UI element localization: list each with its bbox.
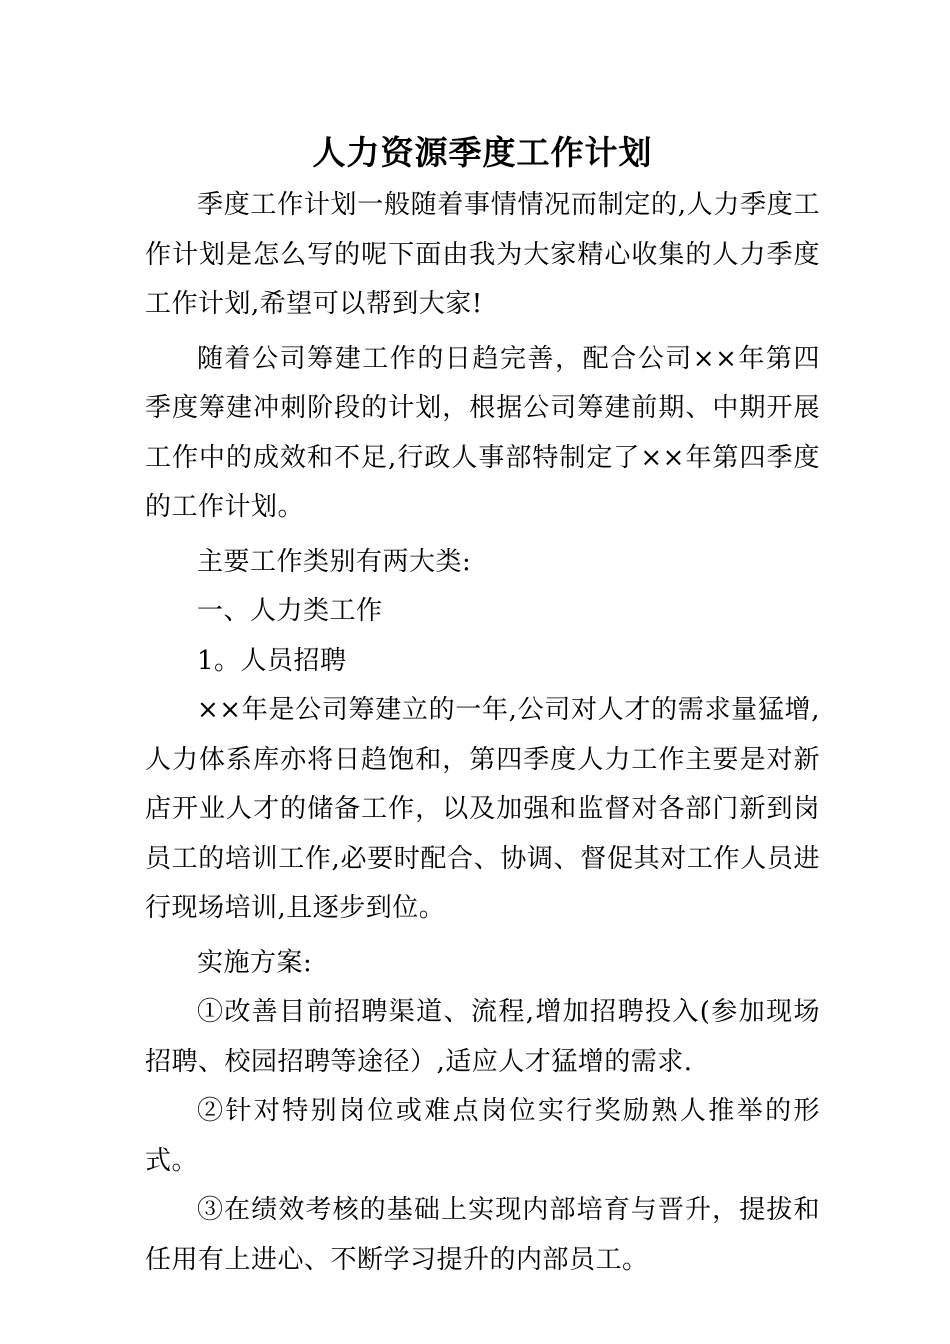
recruitment-paragraph: ××年是公司筹建立的一年,公司对人才的需求量猛增,人力体系库亦将日趋饱和，第四季度人力工作主要是对新店开业人才的储备工作，以及加强和监督对各部门新到岗员工的培训工作,必要时配合、协调、督促其对工作人员进行现场培训,且逐步到位。 — [145, 695, 820, 923]
document-body — [145, 125, 820, 1285]
plan-item-3: ③在绩效考核的基础上实现内部培育与晋升，提拔和任用有上进心、不断学习提升的内部员工。 — [145, 1195, 820, 1275]
background-paragraph: 随着公司筹建工作的日趋完善，配合公司××年第四季度筹建冲刺阶段的计划，根据公司筹建前期、中期开展工作中的成效和不足,行政人事部特制定了××年第四季度的工作计划。 — [145, 343, 820, 522]
plan-item-1: ①改善目前招聘渠道、流程,增加招聘投入(参加现场招聘、校园招聘等途径）,适应人才猛增的需求. — [145, 997, 820, 1077]
intro-paragraph: 季度工作计划一般随着事情情况而制定的,人力季度工作计划是怎么写的呢下面由我为大家精心收集的人力季度工作计划,希望可以帮到大家! — [145, 190, 820, 319]
section-heading-hr-work: 一、人力类工作 — [197, 596, 383, 626]
subsection-heading-recruitment: 1。人员招聘 — [197, 645, 347, 676]
work-categories-paragraph: 主要工作类别有两大类: — [197, 546, 472, 577]
document-title: 人力资源季度工作计划 — [312, 133, 653, 172]
implementation-heading: 实施方案: — [197, 947, 313, 978]
plan-item-2: ②针对特别岗位或难点岗位实行奖励熟人推举的形式。 — [145, 1096, 820, 1176]
